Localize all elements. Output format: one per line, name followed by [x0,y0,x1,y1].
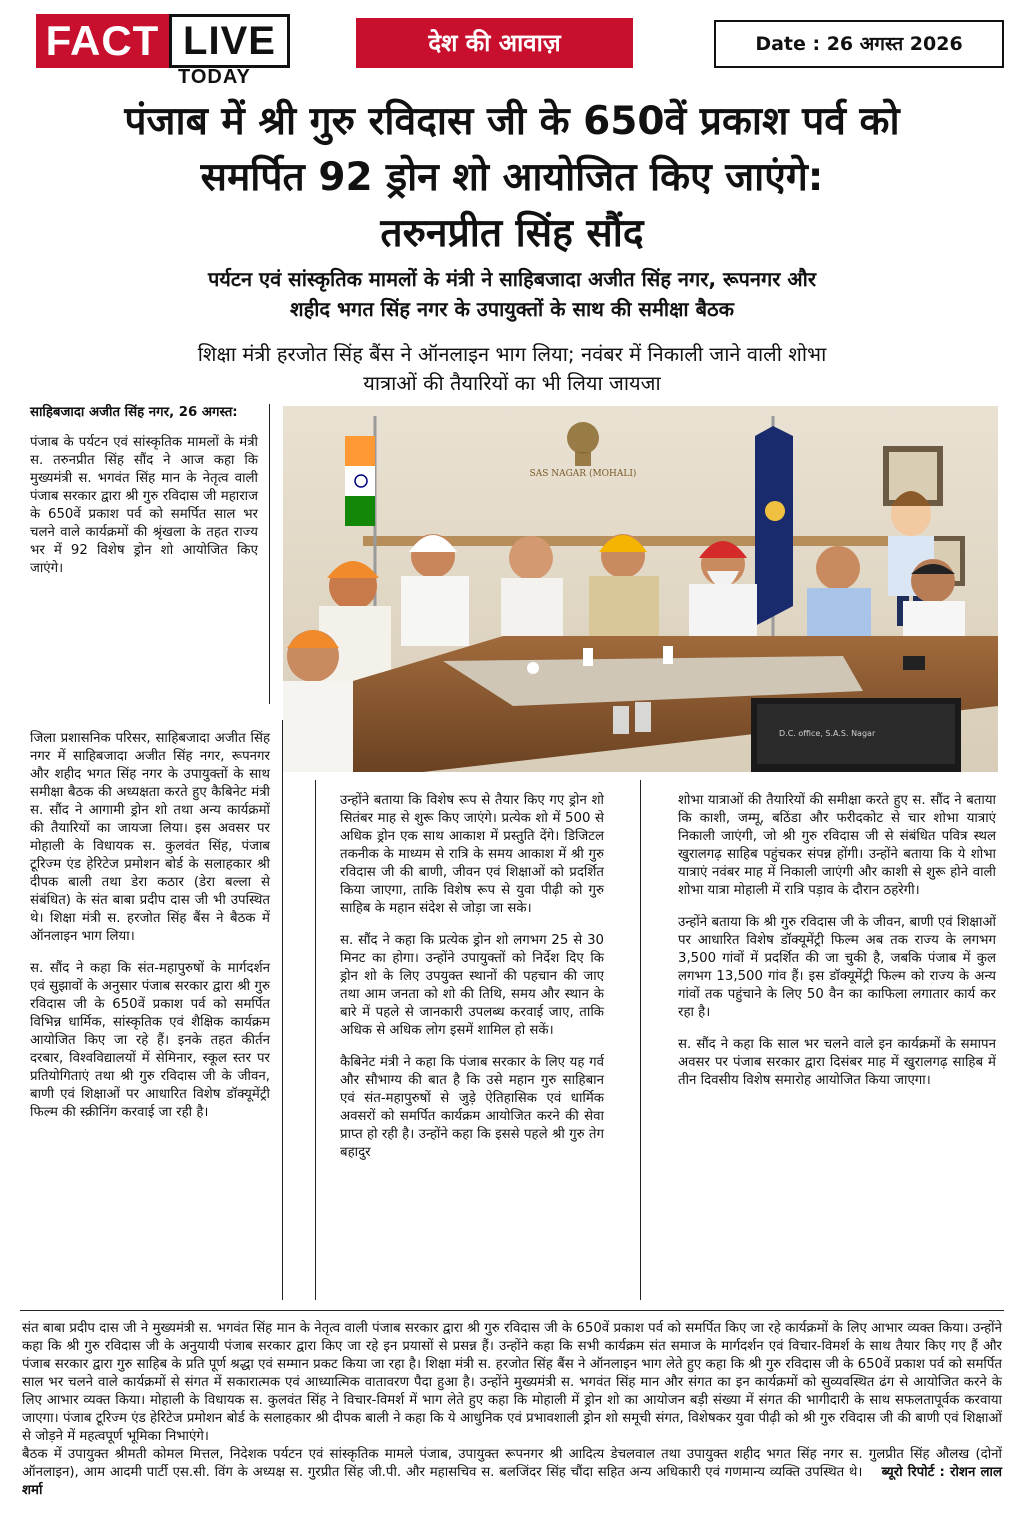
closing-paragraph-1: संत बाबा प्रदीप दास जी ने मुख्यमंत्री स. भगवंत सिंह मान के नेतृत्व वाली पंजाब सरकार द्वारा श्री गुरु रविदास जी के 650वें प्रकाश पर्व को समर्पित किए जा रहे कार्यक्रमों के लिए आभार व्यक्त किया। उन्होंने कहा कि श्री गुरु रविदास जी के अनुयायी पंजाब सरकार द्वारा किए जा रहे इन प्रयासों से प्रसन्न हैं। उन्होंने कहा कि सभी कार्यक्रम संत समाज के मार्गदर्शन एवं विचार-विमर्श के साथ तैयार किए गए हैं और पंजाब सरकार द्वारा गुरु साहिब के प्रति पूर्ण श्रद्धा एवं सम्मान प्रकट किया जा रहा है। शिक्षा मंत्री स. हरजोत सिंह बैंस ने ऑनलाइन भाग लेते हुए कहा कि श्री गुरु रविदास जी के 650वें प्रकाश पर्व को समर्पित साल भर चलने वाले कार्यक्रमों से संगत में सकारात्मक एवं आध्यात्मिक वातावरण पैदा हुआ है। उन्होंने मुख्यमंत्री स. भगवंत सिंह मान और संगत का इन कार्यक्रमों को सुव्यवस्थित ढंग से आयोजित करने के लिए आभार व्यक्त किया। मोहाली के विधायक स. कुलवंत सिंह ने विचार-विमर्श में भाग लेते हुए कहा कि मोहाली में ड्रोन शो का आयोजन बड़ी संख्या में संगत की भागीदारी के साथ सफलतापूर्वक करवाया जाएगा। पंजाब टूरिज्म एंड हेरिटेज प्रमोशन बोर्ड के सलाहकार श्री दीपक बाली ने कहा कि ये आधुनिक एवं प्रभावशाली ड्रोन शो समूची संगत, विशेषकर युवा पीढ़ी को श्री गुरु रविदास जी की बाणी एवं शिक्षाओं से जोड़ने में महत्वपूर्ण भूमिका निभाएंगे। [22,1321,1002,1444]
column-2 [340,792,604,1176]
bureau-credit: ब्यूरो रिपोर्ट : रोशन लाल शर्मा [22,1465,1002,1498]
subheadline-line-1: पर्यटन एवं सांस्कृतिक मामलों के मंत्री ने साहिबजादा अजीत सिंह नगर, रूपनगर और [207,267,817,291]
secondary-subheadline-line-2: यात्राओं की तैयारियों का भी लिया जायजा [363,371,661,395]
tagline-banner: देश की आवाज़ [356,18,633,68]
logo-live: LIVE [169,14,290,68]
headline-line-2: समर्पित 92 ड्रोन शो आयोजित किए जाएंगे: [200,155,824,200]
column-1 [30,730,270,1136]
logo-today: TODAY [178,66,251,88]
column-divider [315,780,316,1300]
column-3-paragraph-2: उन्होंने बताया कि श्री गुरु रविदास जी के जीवन, बाणी एवं शिक्षाओं पर आधारित विशेष डॉक्यूमेंट्री फिल्म अब तक राज्य के लगभग 3,500 गांवों में प्रदर्शित की जा चुकी है, जबकि पंजाब में कुल लगभग 13,500 गांव हैं। इस डॉक्यूमेंट्री फिल्म को राज्य के अन्य गांवों तक पहुंचाने के लिए 50 वैन का काफिला लगातार कार्य कर रहा है। [678,915,996,1020]
headline-line-3: तरुनप्रीत सिंह सौंद [380,211,644,256]
column-1-paragraph-1: जिला प्रशासनिक परिसर, साहिबजादा अजीत सिंह नगर में साहिबजादा अजीत सिंह नगर, रूपनगर और शहीद भगत सिंह नगर के उपायुक्तों के साथ समीक्षा बैठक की अध्यक्षता करते हुए कैबिनेट मंत्री स. सौंद ने आगामी ड्रोन शो तथा अन्य कार्यक्रमों की तैयारियों का जायजा लिया। इस अवसर पर मोहाली के विधायक स. कुलवंत सिंह, पंजाब टूरिज्म एंड हेरिटेज प्रमोशन बोर्ड के सलाहकार श्री दीपक बाली तथा डेरा कठार (डेरा बल्ला से संबंधित) के संत बाबा प्रदीप दास जी भी उपस्थित थे। शिक्षा मंत्री स. हरजोत सिंह बैंस ने बैठक में ऑनलाइन भाग लिया। [30,731,270,944]
wall-sign-text: SAS NAGAR (MOHALI) [529,469,637,479]
nameplate-text: D.C. office, S.A.S. Nagar [779,729,876,738]
meeting-photo [283,406,998,772]
intro-paragraph: पंजाब के पर्यटन एवं सांस्कृतिक मामलों के मंत्री स. तरुनप्रीत सिंह सौंद ने आज कहा कि मुख्यमंत्री स. भगवंत सिंह मान के नेतृत्व वाली पंजाब सरकार द्वारा श्री गुरु रविदास जी महाराज के 650वें प्रकाश पर्व को समर्पित साल भर चलने वाले कार्यक्रमों की श्रृंखला के तहत राज्य भर में 92 विशेष ड्रोन शो आयोजित किए जाएंगे। [30,435,258,576]
headline [20,94,1004,262]
secondary-subheadline-line-1: शिक्षा मंत्री हरजोत सिंह बैंस ने ऑनलाइन भाग लिया; नवंबर में निकाली जाने वाली शोभा [197,342,827,366]
masthead [0,0,1024,92]
secondary-subheadline [40,340,984,398]
column-1-top [30,404,258,592]
headline-line-1: पंजाब में श्री गुरु रविदास जी के 650वें प्रकाश पर्व को [124,99,900,144]
column-3-paragraph-1: शोभा यात्राओं की तैयारियों की समीक्षा करते हुए स. सौंद ने बताया कि काशी, जम्मू, बठिंडा और फरीदकोट से चार शोभा यात्राएं निकाली जाएंगी, जो श्री गुरु रविदास जी से संबंधित पवित्र स्थल खुरालगढ़ साहिब पहुंचकर संपन्न होंगी। उन्होंने बताया कि ये शोभा यात्राएं नवंबर माह में निकाली जाएंगी और काशी से शुरू होने वाली शोभा यात्रा मोहाली में रात्रि पड़ाव के दौरान ठहरेगी। [678,793,996,898]
column-divider [282,720,283,1300]
subheadline [30,264,994,324]
dateline: साहिबजादा अजीत सिंह नगर, 26 अगस्त: [30,405,238,420]
subheadline-line-2: शहीद भगत सिंह नगर के उपायुक्तों के साथ की समीक्षा बैठक [290,297,734,321]
issue-date: Date : 26 अगस्त 2026 [714,20,1004,68]
column-divider [640,780,641,1300]
column-3-paragraph-3: स. सौंद ने कहा कि साल भर चलने वाले इन कार्यक्रमों के समापन अवसर पर पंजाब सरकार द्वारा दिसंबर माह में खुरालगढ़ साहिब में तीन दिवसीय विशेष समारोह आयोजित किया जाएगा। [678,1037,996,1088]
column-2-paragraph-2: स. सौंद ने कहा कि प्रत्येक ड्रोन शो लगभग 25 से 30 मिनट का होगा। उन्होंने उपायुक्तों को निर्देश दिए कि ड्रोन शो के लिए उपयुक्त स्थानों की पहचान की जाए तथा आम जनता को शो की तिथि, समय और स्थान के बारे में पहले से जानकारी उपलब्ध करवाई जाए, ताकि अधिक से अधिक लोग इसमें शामिल हो सकें। [340,933,604,1038]
column-3 [678,792,996,1104]
logo-fact: FACT [36,14,169,68]
section-divider [20,1310,1004,1311]
closing-paragraph-2: बैठक में उपायुक्त श्रीमती कोमल मित्तल, निदेशक पर्यटन एवं सांस्कृतिक मामले पंजाब, उपायुक्त रूपनगर श्री आदित्य डेचलवाल तथा उपायुक्त शहीद भगत सिंह नगर स. गुलप्रीत सिंह औलख (दोनों ऑनलाइन), आम आदमी पार्टी एस.सी. विंग के अध्यक्ष स. गुरप्रीत सिंह जी.पी. और महासचिव स. बलजिंदर सिंह चौंदा सहित अन्य अधिकारी एवं गणमान्य व्यक्ति उपस्थित थे। [22,1447,1003,1480]
closing-section [22,1320,1002,1500]
column-1-paragraph-2: स. सौंद ने कहा कि संत-महापुरुषों के मार्गदर्शन एवं सुझावों के अनुसार पंजाब सरकार द्वारा श्री गुरु रविदास जी के 650वें प्रकाश पर्व को समर्पित विभिन्न धार्मिक, सांस्कृतिक एवं शैक्षिक कार्यक्रम आयोजित किए जा रहे हैं। इनके तहत कीर्तन दरबार, विश्वविद्यालयों में सेमिनार, स्कूल स्तर पर प्रतियोगिताएं तथा श्री गुरु रविदास जी के जीवन, बाणी एवं शिक्षाओं पर आधारित विशेष डॉक्यूमेंट्री फिल्म की स्क्रीनिंग करवाई जा रही है। [30,961,270,1120]
column-divider [269,404,270,704]
column-2-paragraph-1: उन्होंने बताया कि विशेष रूप से तैयार किए गए ड्रोन शो सितंबर माह से शुरू किए जाएंगे। प्रत्येक शो में 500 से अधिक ड्रोन एक साथ आकाश में प्रस्तुति देंगे। डिजिटल तकनीक के माध्यम से रात्रि के समय आकाश में श्री गुरु रविदास जी की बाणी, जीवन एवं शिक्षाओं को प्रदर्शित किया जाएगा, ताकि विशेष रूप से युवा पीढ़ी को गुरु साहिब के महान संदेश से जोड़ा जा सके। [340,793,604,916]
column-2-paragraph-3: कैबिनेट मंत्री ने कहा कि पंजाब सरकार के लिए यह गर्व और सौभाग्य की बात है कि उसे महान गुरु साहिबान एवं संत-महापुरुषों से जुड़े ऐतिहासिक एवं धार्मिक अवसरों को समर्पित कार्यक्रम आयोजित करने की सेवा प्राप्त हो रही है। उन्होंने कहा कि इससे पहले श्री गुरु तेग बहादुर [340,1055,604,1160]
